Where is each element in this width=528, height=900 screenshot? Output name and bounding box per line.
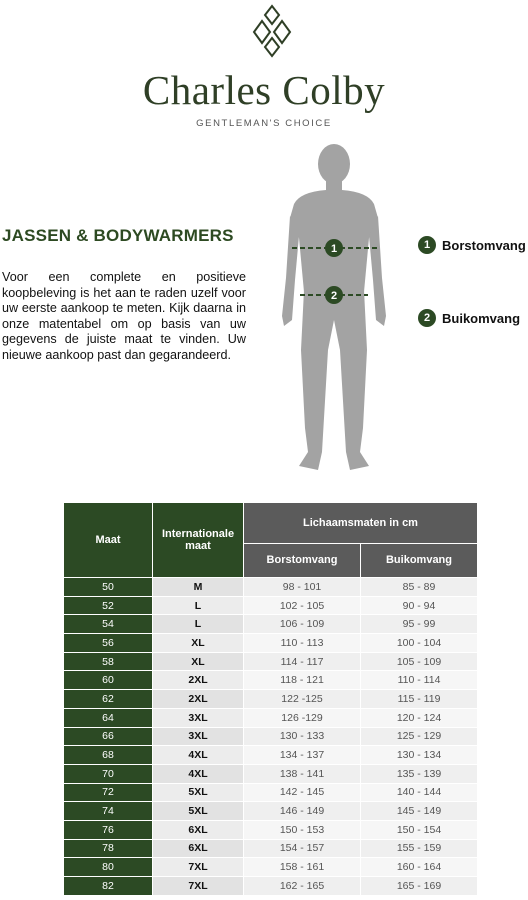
cell-borstomvang: 138 - 141 (244, 765, 360, 783)
cell-borstomvang: 98 - 101 (244, 578, 360, 596)
cell-buikomvang: 100 - 104 (361, 634, 477, 652)
cell-borstomvang: 102 - 105 (244, 597, 360, 615)
header-internationale-maat: Internationale maat (153, 503, 243, 577)
cell-buikomvang: 120 - 124 (361, 709, 477, 727)
cell-maat: 68 (64, 746, 152, 764)
cell-buikomvang: 155 - 159 (361, 840, 477, 858)
cell-internationale-maat: 4XL (153, 765, 243, 783)
table-row (64, 728, 477, 746)
cell-borstomvang: 162 - 165 (244, 877, 360, 895)
cell-internationale-maat: 2XL (153, 690, 243, 708)
table-row (64, 690, 477, 708)
waist-marker-number: 2 (330, 290, 338, 302)
table-row (64, 671, 477, 689)
cell-maat: 66 (64, 728, 152, 746)
table-row (64, 634, 477, 652)
table-row (64, 578, 477, 596)
cell-borstomvang: 150 - 153 (244, 821, 360, 839)
table-row (64, 597, 477, 615)
table-row (64, 840, 477, 858)
cell-borstomvang: 134 - 137 (244, 746, 360, 764)
cell-buikomvang: 90 - 94 (361, 597, 477, 615)
cell-internationale-maat: 5XL (153, 802, 243, 820)
cell-maat: 64 (64, 709, 152, 727)
table-row (64, 709, 477, 727)
header-buikomvang: Buikomvang (361, 544, 477, 577)
cell-maat: 82 (64, 877, 152, 895)
table-row (64, 802, 477, 820)
legend-number: 1 (418, 236, 436, 254)
table-row (64, 653, 477, 671)
header-lichaamsmaten: Lichaamsmaten in cm (244, 503, 477, 543)
size-table-body (64, 578, 477, 895)
cell-buikomvang: 125 - 129 (361, 728, 477, 746)
cell-maat: 62 (64, 690, 152, 708)
cell-borstomvang: 142 - 145 (244, 784, 360, 802)
brand-tagline: GENTLEMAN'S CHOICE (196, 118, 332, 129)
cell-buikomvang: 145 - 149 (361, 802, 477, 820)
cell-internationale-maat: 7XL (153, 877, 243, 895)
intro-text: Voor een complete en positieve koopbeleving is het aan te raden uzelf voor uw eerste aankoop te meten. Kijk daarna in onze matentabel om op basis van uw gegevens de juiste maat te vinden. Uw nieuwe aankoop past dan gegarandeerd. (2, 270, 246, 362)
cell-buikomvang: 165 - 169 (361, 877, 477, 895)
cell-maat: 76 (64, 821, 152, 839)
cell-internationale-maat: 3XL (153, 728, 243, 746)
cell-borstomvang: 122 -125 (244, 690, 360, 708)
cell-buikomvang: 140 - 144 (361, 784, 477, 802)
cell-maat: 78 (64, 840, 152, 858)
cell-buikomvang: 150 - 154 (361, 821, 477, 839)
cell-borstomvang: 114 - 117 (244, 653, 360, 671)
cell-maat: 60 (64, 671, 152, 689)
cell-buikomvang: 110 - 114 (361, 671, 477, 689)
cell-internationale-maat: 2XL (153, 671, 243, 689)
cell-buikomvang: 135 - 139 (361, 765, 477, 783)
chest-marker-number: 1 (330, 243, 338, 255)
table-row (64, 858, 477, 876)
cell-maat: 80 (64, 858, 152, 876)
brand-logo-icon (248, 4, 296, 60)
cell-internationale-maat: 7XL (153, 858, 243, 876)
cell-maat: 58 (64, 653, 152, 671)
cell-buikomvang: 85 - 89 (361, 578, 477, 596)
table-row (64, 746, 477, 764)
cell-buikomvang: 115 - 119 (361, 690, 477, 708)
cell-internationale-maat: L (153, 597, 243, 615)
cell-maat: 52 (64, 597, 152, 615)
cell-internationale-maat: XL (153, 634, 243, 652)
legend-number: 2 (418, 309, 436, 327)
cell-buikomvang: 105 - 109 (361, 653, 477, 671)
cell-buikomvang: 130 - 134 (361, 746, 477, 764)
body-silhouette-illustration (270, 140, 410, 485)
cell-maat: 72 (64, 784, 152, 802)
table-row (64, 877, 477, 895)
table-row (64, 784, 477, 802)
cell-internationale-maat: 6XL (153, 821, 243, 839)
cell-maat: 56 (64, 634, 152, 652)
cell-internationale-maat: L (153, 615, 243, 633)
cell-borstomvang: 106 - 109 (244, 615, 360, 633)
cell-maat: 74 (64, 802, 152, 820)
cell-maat: 54 (64, 615, 152, 633)
cell-internationale-maat: 3XL (153, 709, 243, 727)
page-title: JASSEN & BODYWARMERS (2, 226, 234, 245)
cell-borstomvang: 146 - 149 (244, 802, 360, 820)
cell-borstomvang: 130 - 133 (244, 728, 360, 746)
header-maat: Maat (64, 503, 152, 577)
legend-item-buikomvang (418, 309, 520, 327)
cell-buikomvang: 95 - 99 (361, 615, 477, 633)
cell-borstomvang: 154 - 157 (244, 840, 360, 858)
cell-internationale-maat: M (153, 578, 243, 596)
table-row (64, 765, 477, 783)
cell-borstomvang: 118 - 121 (244, 671, 360, 689)
cell-internationale-maat: 5XL (153, 784, 243, 802)
table-row (64, 821, 477, 839)
brand-name: Charles Colby (142, 67, 386, 113)
cell-borstomvang: 126 -129 (244, 709, 360, 727)
cell-internationale-maat: XL (153, 653, 243, 671)
cell-buikomvang: 160 - 164 (361, 858, 477, 876)
size-table (63, 502, 478, 896)
cell-maat: 50 (64, 578, 152, 596)
table-row (64, 615, 477, 633)
cell-borstomvang: 110 - 113 (244, 634, 360, 652)
legend-item-borstomvang (418, 236, 526, 254)
cell-internationale-maat: 6XL (153, 840, 243, 858)
legend-label: Buikomvang (442, 310, 521, 326)
cell-maat: 70 (64, 765, 152, 783)
legend-label: Borstomvang (442, 237, 526, 253)
header-borstomvang: Borstomvang (244, 544, 360, 577)
cell-internationale-maat: 4XL (153, 746, 243, 764)
cell-borstomvang: 158 - 161 (244, 858, 360, 876)
